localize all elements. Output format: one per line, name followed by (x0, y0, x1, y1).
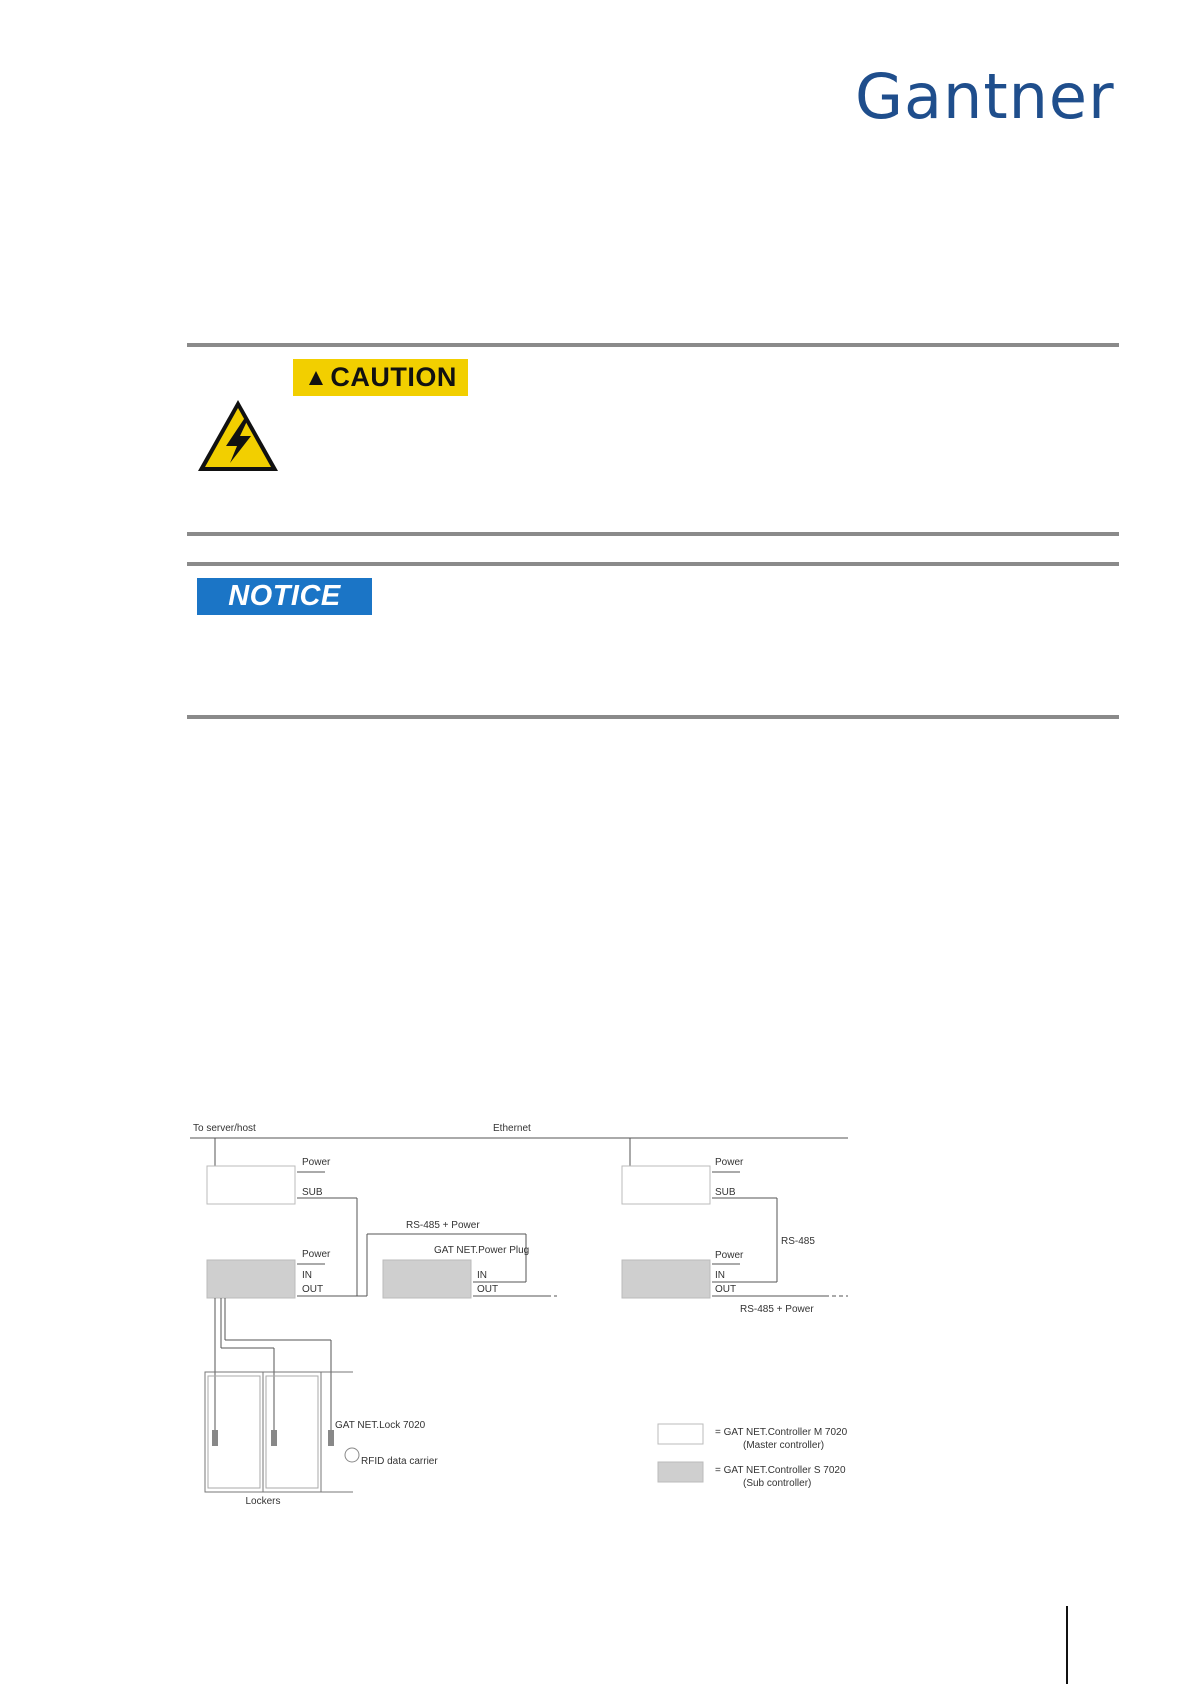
rs485-label: RS-485 (781, 1236, 815, 1247)
sub-controller-right (622, 1260, 710, 1298)
lock-3 (328, 1430, 334, 1446)
page-margin-bar (1066, 1606, 1068, 1684)
notice-label: NOTICE (197, 578, 372, 615)
sub-label-m1: SUB (302, 1187, 323, 1198)
legend-master-swatch (658, 1424, 703, 1444)
power-label-m2: Power (715, 1157, 744, 1168)
power-label-s3: Power (715, 1250, 744, 1261)
master-controller-left (207, 1166, 295, 1204)
legend-sub-swatch (658, 1462, 703, 1482)
in-label-s1: IN (302, 1270, 312, 1281)
warning-triangle-icon: ▲ (304, 363, 329, 391)
to-server-label: To server/host (193, 1123, 256, 1134)
power-plug-label: GAT NET.Power Plug (434, 1245, 530, 1256)
notice-top-rule (187, 562, 1119, 566)
in-label-s3: IN (715, 1270, 725, 1281)
caution-bottom-rule (187, 532, 1119, 536)
out-label-s1: OUT (302, 1284, 324, 1295)
sub-label-m2: SUB (715, 1187, 736, 1198)
electrical-hazard-icon (195, 397, 281, 475)
lockers-label: Lockers (245, 1496, 281, 1507)
power-label-s1: Power (302, 1249, 331, 1260)
gantner-logo: Gantner (855, 60, 1115, 133)
lock-label: GAT NET.Lock 7020 (335, 1420, 426, 1431)
rs485-power-label-2: RS-485 + Power (740, 1304, 814, 1315)
in-label-s2: IN (477, 1270, 487, 1281)
ethernet-label: Ethernet (493, 1123, 531, 1134)
legend-master-name: = GAT NET.Controller M 7020 (715, 1427, 848, 1438)
lock-2 (271, 1430, 277, 1446)
legend-sub-name: = GAT NET.Controller S 7020 (715, 1465, 846, 1476)
legend-master-sub: (Master controller) (743, 1440, 825, 1451)
rfid-tag (345, 1448, 359, 1462)
rs485-power-label-1: RS-485 + Power (406, 1220, 480, 1231)
caution-text: CAUTION (330, 362, 457, 392)
caution-top-rule (187, 343, 1119, 347)
sub-controller-left (207, 1260, 295, 1298)
rfid-label: RFID data carrier (361, 1456, 438, 1467)
notice-bottom-rule (187, 715, 1119, 719)
sub-controller-powerplug (383, 1260, 471, 1298)
legend-sub-sub: (Sub controller) (743, 1478, 812, 1489)
power-label-m1: Power (302, 1157, 331, 1168)
caution-label (293, 359, 468, 396)
out-label-s3: OUT (715, 1284, 737, 1295)
wiring-diagram (185, 1118, 860, 1508)
lock-1 (212, 1430, 218, 1446)
out-label-s2: OUT (477, 1284, 499, 1295)
master-controller-right (622, 1166, 710, 1204)
